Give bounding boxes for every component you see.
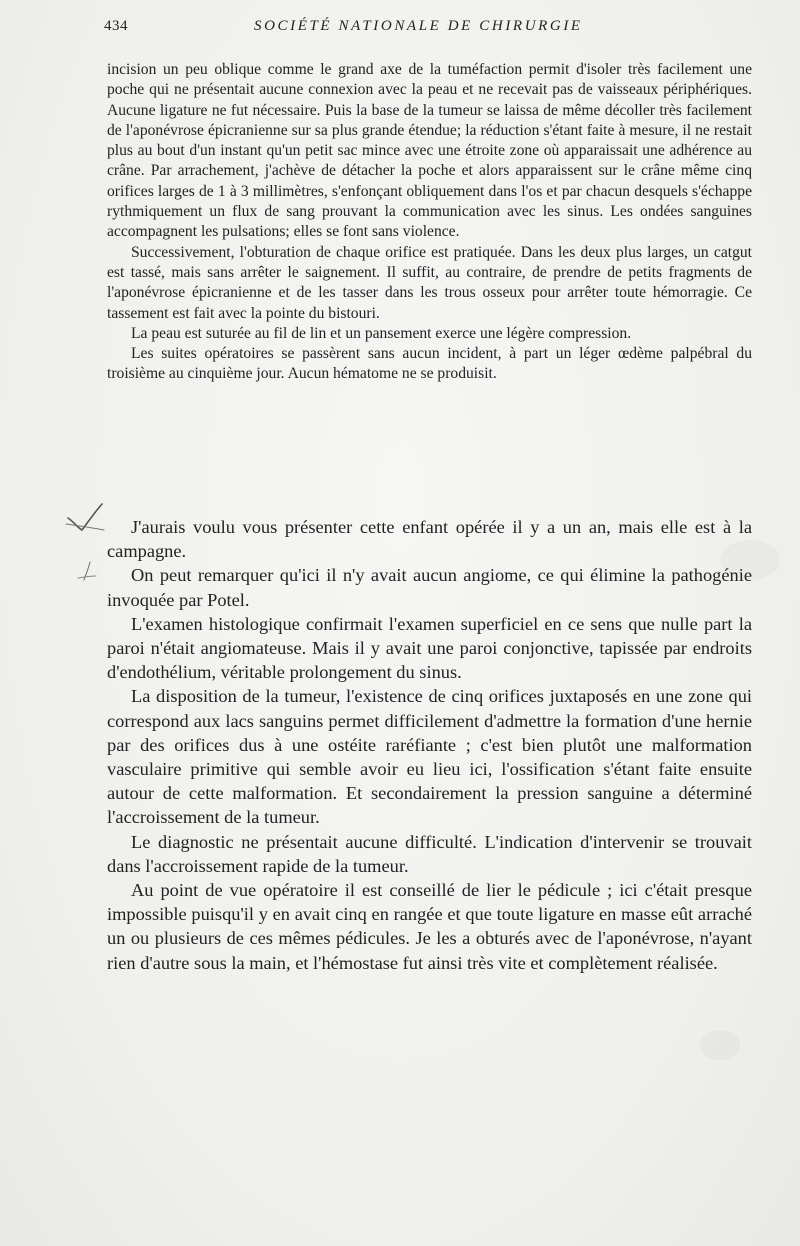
paragraph: On peut remarquer qu'ici il n'y avait aucun angiome, ce qui élimine la pathogénie invoquée par Potel.	[107, 565, 752, 610]
paragraph: Les suites opératoires se passèrent sans aucun incident, à part un léger œdème palpébral du troisième au cinquième jour. Aucun hématome ne se produisit.	[107, 345, 752, 383]
paragraph: L'examen histologique confirmait l'examen superficiel en ce sens que nulle part la paroi n'était angiomateuse. Mais il y avait une paroi conjonctive, tapissée par endroits d'endothélium, véritable prolongement du sinus.	[107, 613, 752, 683]
paragraph: J'aurais voulu vous présenter cette enfant opérée il y a un an, mais elle est à la campagne.	[107, 517, 752, 562]
page-number: 434	[104, 18, 128, 34]
paragraph: Le diagnostic ne présentait aucune difficulté. L'indication d'intervenir se trouvait dans l'accroissement rapide de la tumeur.	[107, 831, 752, 876]
paragraph: Au point de vue opératoire il est conseillé de lier le pédicule ; ici c'était presque impossible puisqu'il y en avait cinq en rangée et que toute ligature en masse eût arraché un ou plusieurs de ces mêmes pédicules. Je les a obturés avec de l'aponévrose, n'ayant rien d'autre sous la main, et l'hémostase fut ainsi très vite et complètement réalisée.	[107, 880, 752, 973]
paper-smudge	[700, 1030, 740, 1060]
paragraph: Successivement, l'obturation de chaque orifice est pratiquée. Dans les deux plus larges, un catgut est tassé, mais sans arrêter le saignement. Il suffit, au contraire, de prendre de petits fragments de l'aponévrose épicranienne et de les tasser dans les trous osseux pour arrêter toute hémorragie. Ce tassement est fait avec la pointe du bistouri.	[107, 243, 752, 322]
paragraph: incision un peu oblique comme le grand axe de la tuméfaction permit d'isoler très facilement une poche qui ne présentait aucune connexion avec la peau et ne recevait pas de vaisseaux périphériques. Aucune ligature ne fut nécessaire. Puis la base de la tumeur se laissa de même décoller très facilement de l'aponévrose épicranienne sur sa plus grande étendue; la réduction s'étant faite à mesure, il ne restait plus au bout d'un instant qu'un petit sac mince avec une étroite zone où apparaissait une adhérence au crâne. Par arrachement, j'achève de détacher la poche et alors apparaissent sur le crâne même cinq orifices larges de 1 à 3 millimètres, s'enfonçant obliquement dans l'os et par chacun desquels s'échappe rythmiquement un flux de sang prouvant la communication avec les sinus. Les ondées sanguines accompagnent les pulsations; elles se font sans violence.	[107, 61, 752, 241]
small-print-section	[107, 60, 752, 385]
main-text-section	[107, 515, 752, 975]
paragraph: La disposition de la tumeur, l'existence de cinq orifices juxtaposés en une zone qui correspond aux lacs sanguins permet difficilement d'admettre la formation d'une hernie par des orifices dus à une ostéite raréfiante ; c'est bien plutôt une malformation vasculaire primitive qui semble avoir eu lieu ici, l'ossification s'étant faite ensuite autour de cette malformation. Et secondairement la pression sanguine a déterminé l'accroissement de la tumeur.	[107, 686, 752, 828]
paragraph: La peau est suturée au fil de lin et un pansement exerce une légère compression.	[131, 324, 632, 342]
page-header	[104, 18, 750, 42]
handwritten-check-mark	[60, 500, 110, 590]
running-title: SOCIÉTÉ NATIONALE DE CHIRURGIE	[254, 18, 583, 34]
